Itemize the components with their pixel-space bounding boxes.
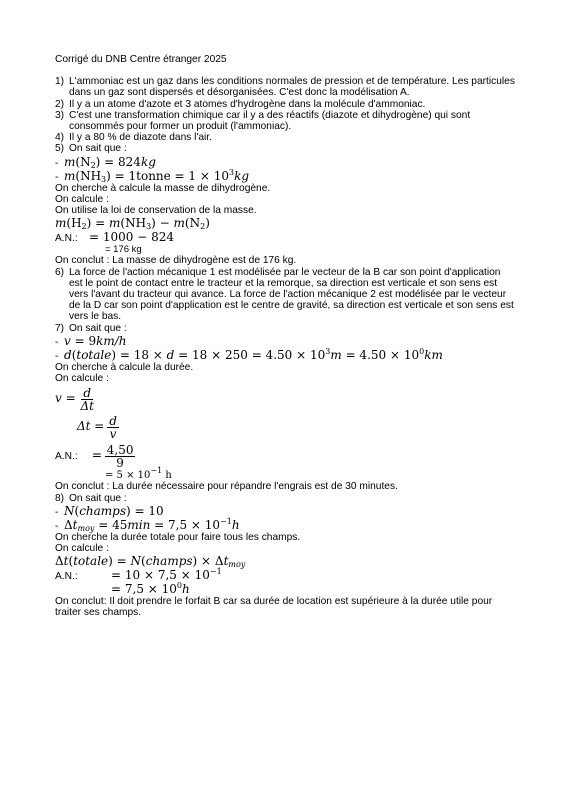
calc-heading: On calcule : [55,373,109,385]
answer-2 [55,99,515,110]
answer-7 [55,323,515,334]
answer-intro: On sait que : [69,492,127,504]
an-expression: = 1000 − 824 [89,230,174,245]
answer-text: Il y a un atome d'azote et 3 atomes d'hydrogène dans la molécule d'ammoniac. [69,98,426,110]
answer-number: 1) [55,76,65,88]
fraction-numerator: 4,50 [106,443,134,458]
an-label: A.N.: [55,451,78,463]
conclusion: On conclut: Il doit prendre le forfait B car sa durée de location est supérieure à la durée utile pour traiter ses champs. [55,596,493,619]
answer-8 [55,493,515,504]
formula-fraction [55,412,515,440]
answer-number: 8) [55,492,65,504]
answer-text: L'ammoniac est un gaz dans les conditions normales de pression et de température. Les particules dans un gaz sont dispersés et désorganisées. C'est donc la modélisation A. [69,76,515,99]
answer-5 [55,143,515,154]
an-label: A.N.: [55,233,78,245]
answer-number: 5) [55,143,65,155]
answer-text: C'est une transformation chimique car il y a des réactifs (diazote et dihydrogène) qui sont consommés pour former un produit (l'ammoniac). [69,109,471,133]
an-equals: = [91,448,102,463]
fraction-lhs: Δt = [77,419,105,434]
answer-text: Il y a 80 % de diazote dans l'air. [69,132,212,144]
numeric-application: A.N.: = $10 \times 7,5 \times 10^{-1}$ [55,567,222,583]
given-equation: - $m(NH_3)$ = 1tonne = $1 \times 10^3kg$ [55,167,250,184]
given-equation: - d(totale) = $18 \times d = 18 \times 250 = 4.50 \times 10^3m = 4.50 \times 10^0km$ [55,346,443,362]
conclusion: On conclut : La durée nécessaire pour répandre l'engrais est de 30 minutes. [55,481,398,493]
goal-text: On cherche à calcule la masse de dihydrogène. [55,182,271,194]
document-page [55,54,515,619]
calc-heading: On calcule : [55,193,109,205]
numeric-application [55,230,515,244]
given-equation: - N(champs) = 10 [55,503,164,518]
an-result: = $7,5 \times 10^0h$ [111,581,190,597]
answer-4 [55,132,515,143]
given-equation: - v = 9km/h [55,333,127,348]
answer-text: La force de l'action mécanique 1 est modélisée par le vecteur de la B car son point d'application est le point de contact entre le tracteur et la remorque, sa direction est verticale et son sens est vers l'avant du tracteur qui avance. La force de l'action mécanique 2 est modélisée par le vecteur de la D car son point d'application est le centre de gravité, sa direction est verticale et son sens est vers le bas. [69,266,514,323]
answer-number: 3) [55,109,65,121]
fraction-denominator: 9 [116,456,124,471]
an-result: = 176 kg [105,244,142,256]
numeric-application [55,440,515,470]
given-equation: - $\Delta t_{moy} = 45\min = 7,5 \times 10^{-1}h$ [55,516,240,533]
an-result: = $5 \times 10^{-1}$ h [105,466,172,482]
answer-intro: On sait que : [69,143,127,155]
fraction-denominator: v [109,427,117,442]
fraction-lhs: v = [55,391,76,406]
answer-intro: On sait que : [69,322,127,334]
formula-fraction [55,384,515,412]
goal-text: On cherche la durée totale pour faire tous les champs. [55,531,301,543]
calc-heading: On calcule : [55,543,109,555]
formula: $m(H_2) = m(NH_3) - m(N_2)$ [55,216,210,232]
answer-number: 7) [55,322,65,334]
conclusion: On conclut : La masse de dihydrogène est de 176 kg. [55,255,297,267]
answer-number: 4) [55,132,65,144]
goal-text: On cherche à calcule la durée. [55,361,194,373]
answer-number: 2) [55,98,65,110]
fraction-denominator: Δt [80,399,94,414]
method-text: On utilise la loi de conservation de la masse. [55,205,257,217]
formula: Δt(totale) = N(champs) × $\Delta t_{moy}$ [55,554,246,570]
answer-1 [55,76,515,98]
document-title: Corrigé du DNB Centre étranger 2025 [55,54,227,65]
answer-number: 6) [55,266,65,278]
answer-6 [55,267,515,323]
an-label: A.N.: [55,571,78,583]
fraction-numerator: d [109,414,117,429]
fraction-numerator: d [83,386,92,401]
given-equation: - $m(N_2) = 824kg$ [55,154,156,170]
answer-3 [55,110,515,132]
